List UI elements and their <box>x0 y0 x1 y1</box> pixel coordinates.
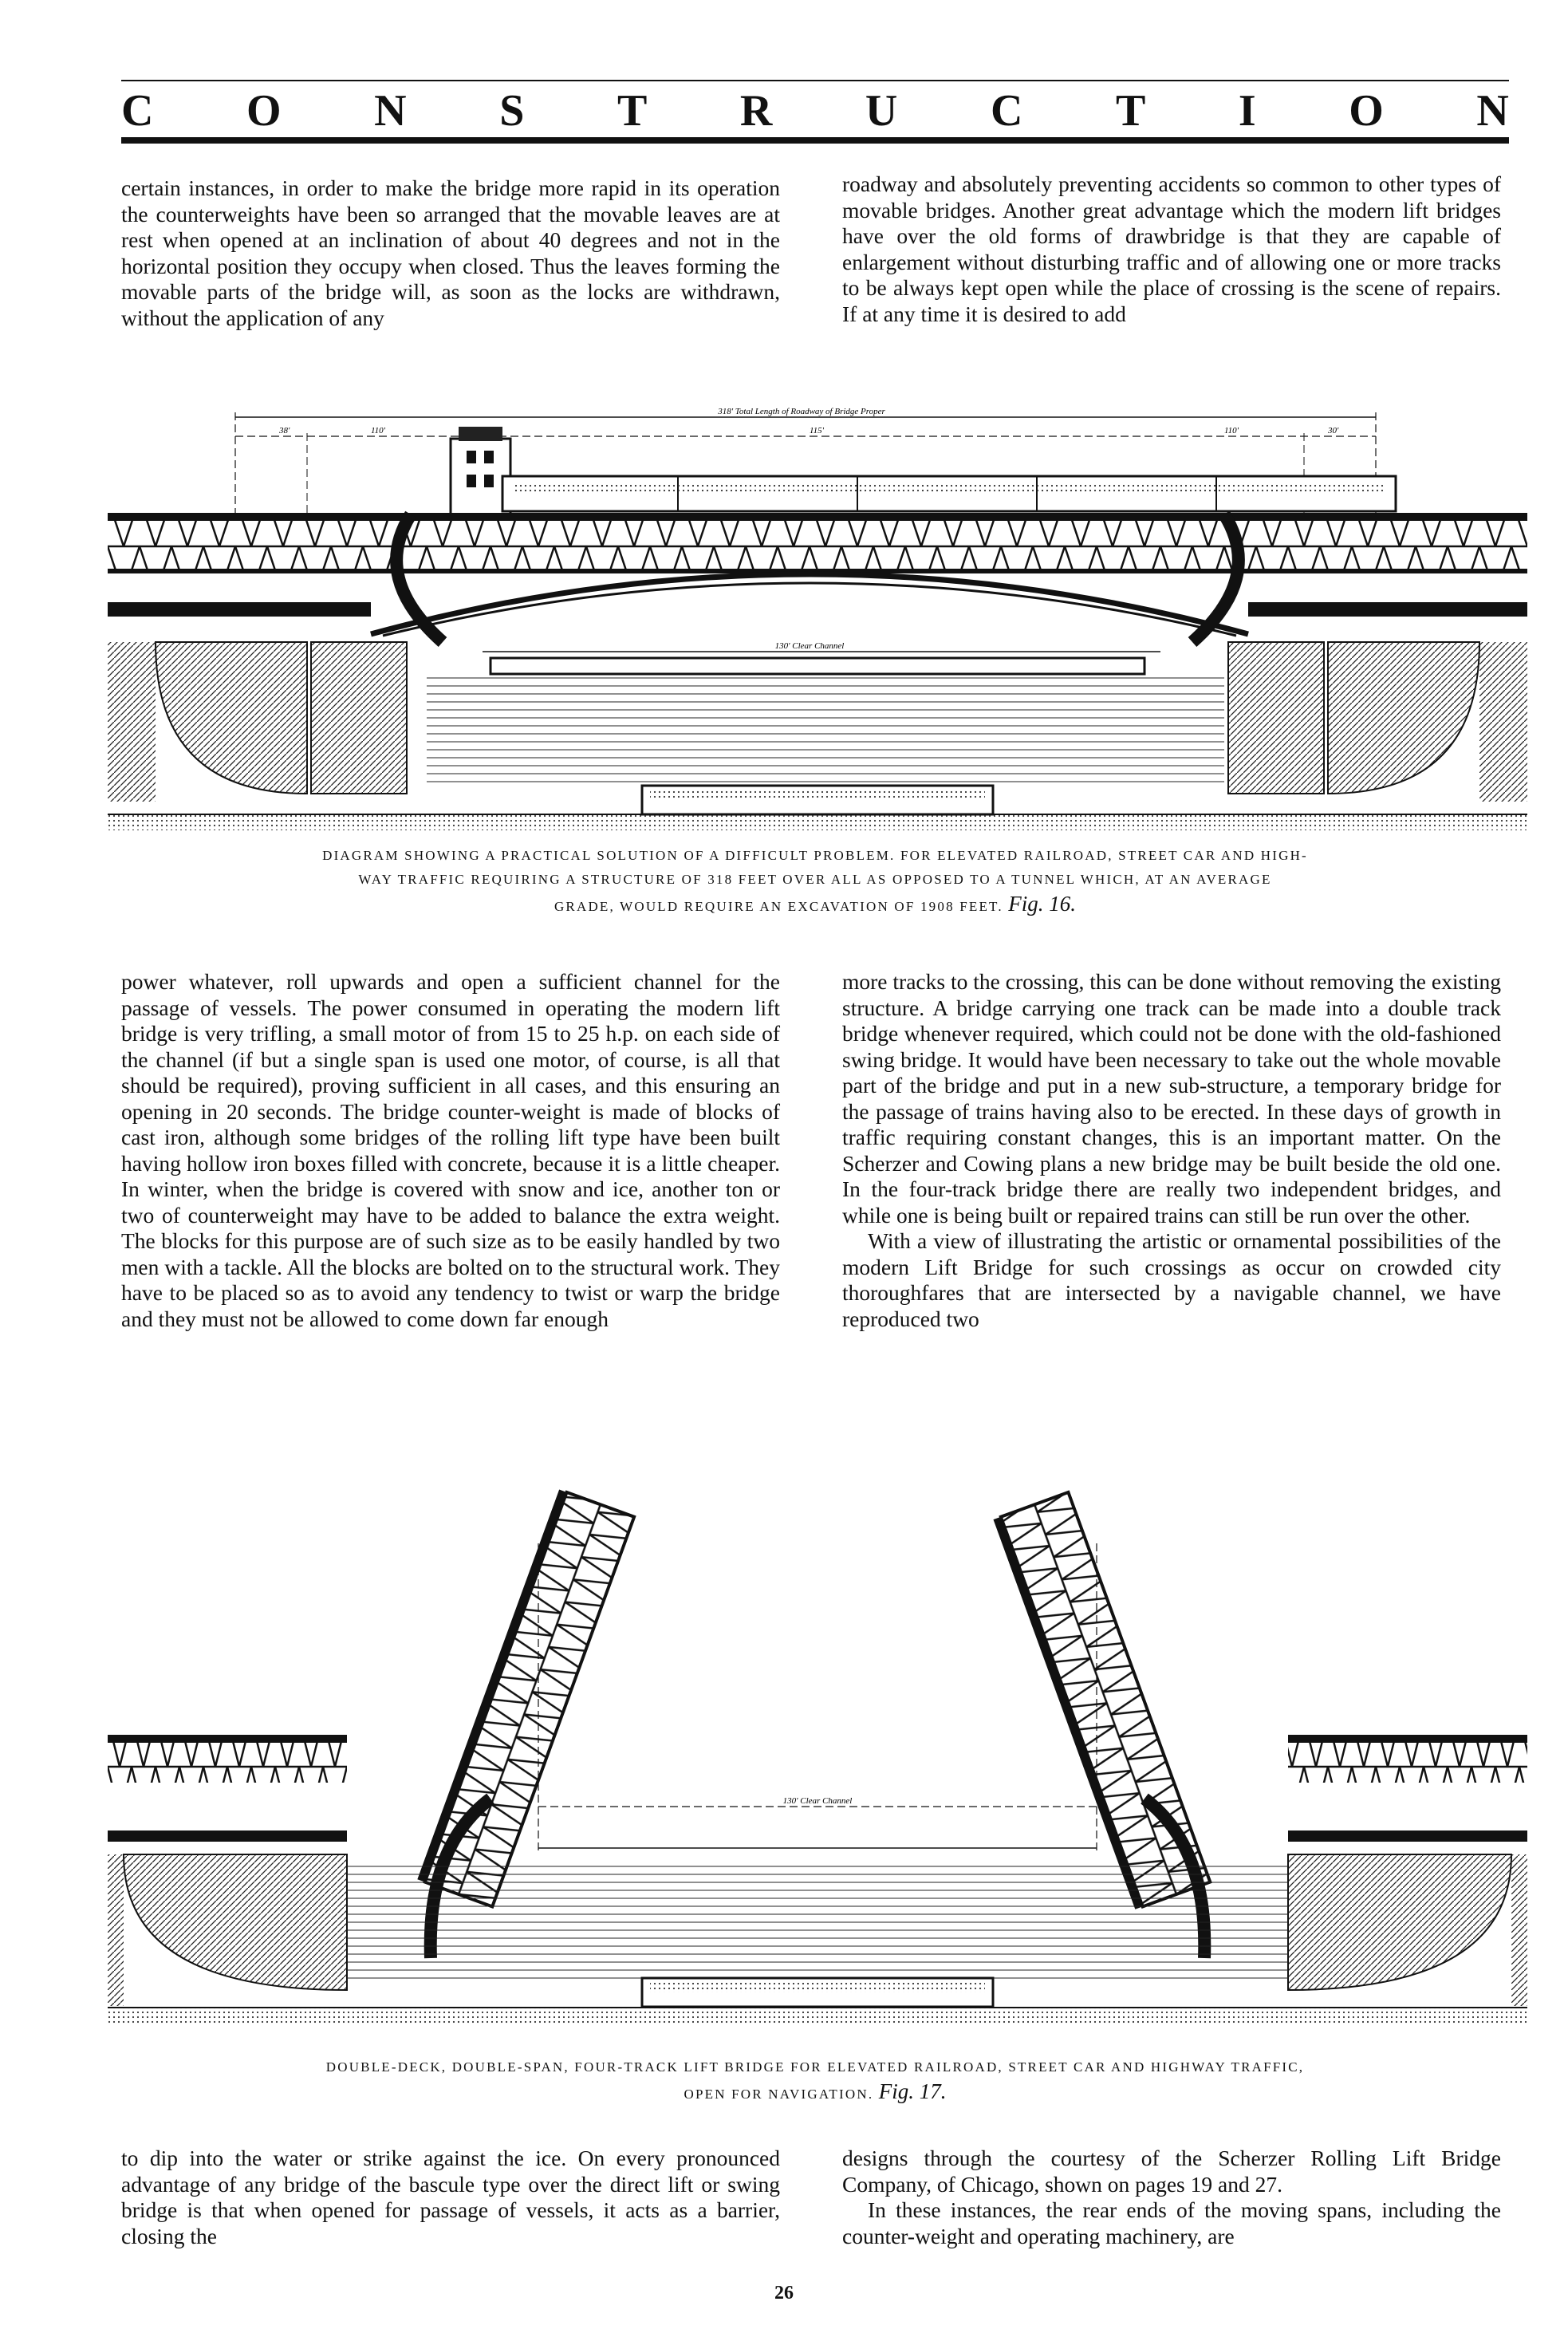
figure-16-caption <box>121 844 1509 919</box>
masthead-letter: T <box>1115 86 1146 136</box>
paragraph: to dip into the water or strike against the ice. On every pronounced advantage of any bridge of the bascule type over the direct lift or swing bridge is that when opened for passage of vessels, it acts as a barrier, closing the <box>121 2146 780 2248</box>
figure-number: Fig. 17. <box>878 2079 947 2103</box>
caption-line: DIAGRAM SHOWING A PRACTICAL SOLUTION OF A DIFFICULT PROBLEM. FOR ELEVATED RAILROAD, STREET CAR AND HIGH- <box>322 848 1308 863</box>
dimension-label: 318' Total Length of Roadway of Bridge Proper <box>718 407 885 416</box>
masthead-letter: T <box>617 86 648 136</box>
figure-17 <box>108 1480 1527 2038</box>
dimension-label: 30' <box>1328 426 1339 435</box>
masthead-letter: R <box>739 86 773 136</box>
caption-text: GRADE, WOULD REQUIRE AN EXCAVATION OF 1908 FEET. <box>554 899 1003 914</box>
column-bottom-left <box>121 2146 780 2249</box>
figure-number: Fig. 16. <box>1008 892 1077 916</box>
caption-text: OPEN FOR NAVIGATION. <box>684 2087 874 2102</box>
dimension-label: 110' <box>1224 426 1239 435</box>
page-number: 26 <box>774 2283 794 2303</box>
channel-label: 130' Clear Channel <box>782 1796 853 1806</box>
caption-line: WAY TRAFFIC REQUIRING A STRUCTURE OF 318 FEET OVER ALL AS OPPOSED TO A TUNNEL WHICH, AT AN AVERAGE <box>358 872 1272 887</box>
figure-17-caption <box>121 2055 1509 2106</box>
caption-line: DOUBLE-DECK, DOUBLE-SPAN, FOUR-TRACK LIFT BRIDGE FOR ELEVATED RAILROAD, STREET CAR AND HIGHWAY TRAFFIC, <box>325 2059 1305 2075</box>
masthead-letter: N <box>374 86 407 136</box>
masthead <box>121 86 1509 136</box>
masthead-rule-top <box>121 80 1509 81</box>
column-middle-right <box>842 969 1501 1332</box>
paragraph: more tracks to the crossing, this can be done without removing the existing structure. A bridge carrying one track can be made into a double track bridge whenever required, which could not be done with the old-fashioned swing bridge. It would have been necessary to take out the whole movable part of the bridge and put in a new sub-structure, a temporary bridge for the passage of trains having also to be erected. In these days of growth in traffic requiring constant changes, this is an important matter. On the Scherzer and Cowing plans a new bridge may be built beside the old one. In the four-track bridge there are really two independent bridges, and while one is being built or repaired trains can still be run over the other. <box>842 969 1501 1228</box>
column-bottom-right <box>842 2146 1501 2249</box>
caption-line <box>121 2079 1509 2106</box>
dimension-label: 38' <box>279 426 290 435</box>
paragraph: certain instances, in order to make the bridge more rapid in its operation the counterweights have been so arranged that the movable leaves are at rest when opened at an inclination of about 40 degrees and not in the horizontal position they occupy when closed. Thus the leaves forming the movable parts of the bridge will, as soon as the locks are withdrawn, without the application of any <box>121 175 780 330</box>
bridge-diagram-closed <box>108 403 1527 833</box>
column-top-left <box>121 175 780 331</box>
paragraph: With a view of illustrating the artistic or ornamental possibilities of the modern Lift Bridge for such crossings as occur on crowded city thoroughfares that are intersected by a navigable channel, we have reproduced two <box>842 1228 1501 1331</box>
dimension-label: 110' <box>371 426 386 435</box>
column-middle-left <box>121 969 780 1332</box>
bridge-diagram-open <box>108 1480 1527 2038</box>
caption-line <box>121 892 1509 919</box>
masthead-letter: O <box>1349 86 1384 136</box>
masthead-letter: N <box>1476 86 1509 136</box>
masthead-letter: I <box>1238 86 1256 136</box>
dimension-label: 115' <box>810 426 825 435</box>
column-top-right <box>842 171 1501 327</box>
paragraph: power whatever, roll upwards and open a sufficient channel for the passage of vessels. The power consumed in operating the modern lift bridge is very trifling, a small motor of from 15 to 25 h.p. on each side of the channel (if but a single span is used one motor, of course, is all that should be required), proving sufficient in all cases, and this ensuring an opening in 20 seconds. The bridge counter-weight is made of blocks of cast iron, although some bridges of the rolling lift type have been built having hollow iron boxes filled with concrete, because it is a little cheaper. In winter, when the bridge is covered with snow and ice, another ton or two of counterweight may have to be added to balance the extra weight. The blocks for this purpose are of such size as to be easily handled by two men with a tackle. All the blocks are bolted on to the structural work. They have to be placed so as to avoid any tendency to twist or warp the bridge and they must not be allowed to come down far enough <box>121 969 780 1331</box>
masthead-letter: S <box>499 86 525 136</box>
figure-16 <box>108 403 1527 833</box>
masthead-letter: O <box>246 86 282 136</box>
masthead-letter: C <box>990 86 1023 136</box>
paragraph: designs through the courtesy of the Scherzer Rolling Lift Bridge Company, of Chicago, shown on pages 19 and 27. <box>842 2146 1501 2197</box>
masthead-letter: U <box>865 86 898 136</box>
paragraph: roadway and absolutely preventing accidents so common to other types of movable bridges. Another great advantage which the modern lift bridges have over the old forms of drawbridge is that they are capable of enlargement without disturbing traffic and of allowing one or more tracks to be always kept open while the place of crossing is the scene of repairs. If at any time it is desired to add <box>842 171 1501 326</box>
masthead-rule-bottom <box>121 137 1509 144</box>
paragraph: In these instances, the rear ends of the moving spans, including the counter-weight and operating machinery, are <box>842 2197 1501 2248</box>
channel-label: 130' Clear Channel <box>774 641 845 651</box>
masthead-letter: C <box>121 86 154 136</box>
